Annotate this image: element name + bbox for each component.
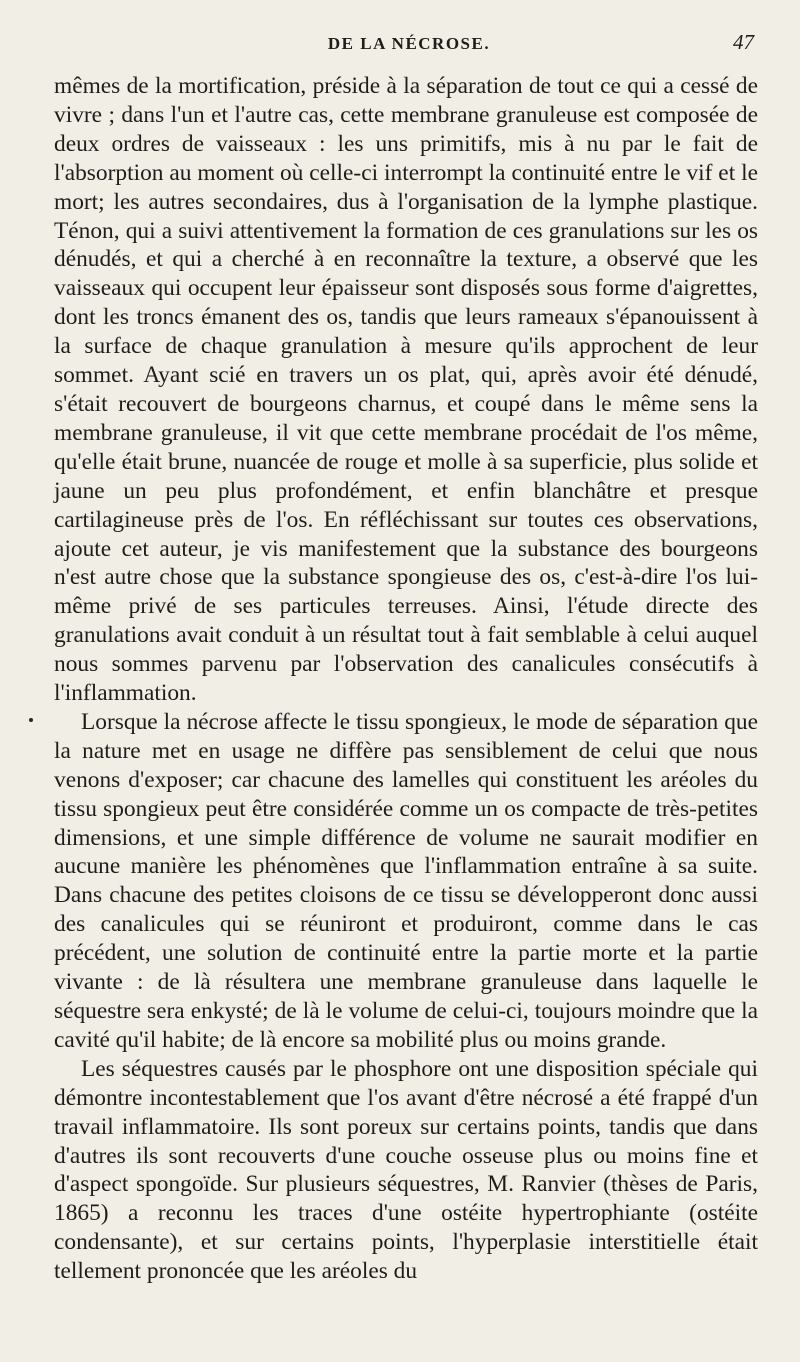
paragraph-continuation: mêmes de la mortification, préside à la séparation de tout ce qui a cessé de vivre ; dans l'un et l'autre cas, cette membrane granuleuse est composée de deux ordres de vaisseaux : les uns primitifs, mis à nu par le fait de l'absorption au moment où celle-ci interrompt la continuité entre le vif et le mort; les autres secondaires, dus à l'organisation de la lymphe plastique. Ténon, qui a suivi attentivement la formation de ces granulations sur les os dénudés, et qui a cherché à en reconnaître la texture, a observé que les vaisseaux qui occupent leur épaisseur sont disposés sous forme d'aigrettes, dont les troncs émanent des os, tandis que leurs rameaux s'épanouissent à la surface de chaque granulation à mesure qu'ils approchent de leur sommet. Ayant scié en travers un os plat, qui, après avoir été dénudé, s'était recouvert de bourgeons charnus, et coupé dans le même sens la membrane granuleuse, il vit que cette membrane procédait de l'os même, qu'elle était brune, nuancée de rouge et molle à sa superficie, plus solide et jaune un peu plus profondément, et enfin blanchâtre et presque cartilagineuse près de l'os. En réfléchissant sur toutes ces observations, ajoute cet auteur, je vis manifestement que la substance des bourgeons n'est autre chose que la substance spongieuse des os, c'est-à-dire l'os lui-même privé de ses particules terreuses. Ainsi, l'étude directe des granulations avait conduit à un résultat tout à fait semblable à celui auquel nous sommes parvenu par l'observation des canalicules consécutifs à l'inflammation.: [54, 73, 758, 707]
running-title: DE LA NÉCROSE.: [327, 34, 491, 53]
paragraph-phosphorus-sequestra: Les séquestres causés par le phosphore ont une disposition spéciale qui démontre incontestablement que l'os avant d'être nécrosé a été frappé d'un travail inflammatoire. Ils sont poreux sur certains points, tandis que dans d'autres ils sont recouverts d'une couche osseuse plus ou moins fine et d'aspect spongoïde. Sur plusieurs séquestres, M. Ranvier (thèses de Paris, 1865) a reconnu les traces d'une ostéite hypertrophiante (ostéite condensante), et sur certains points, l'hyperplasie interstitielle était tellement prononcée que les aréoles du: [54, 1055, 758, 1285]
margin-dot-mark: [29, 718, 33, 722]
page-number: 47: [733, 30, 754, 54]
body-text: [54, 72, 758, 1286]
paragraph-spongy-tissue: Lorsque la nécrose affecte le tissu spongieux, le mode de séparation que la nature met en usage ne diffère pas sensiblement de celui que nous venons d'exposer; car chacune des lamelles qui constituent les aréoles du tissu spongieux peut être considérée comme un os compacte de très-petites dimensions, et une simple différence de volume ne saurait modifier en aucune manière les phénomènes que l'inflammation entraîne à sa suite. Dans chacune des petites cloisons de ce tissu se développeront donc aussi des canalicules qui se réuniront et produiront, comme dans le cas précédent, une solution de continuité entre la partie morte et la partie vivante : de là résultera une membrane granuleuse dans laquelle le séquestre sera enkysté; de là le volume de celui-ci, toujours moindre que la cavité qu'il habite; de là encore sa mobilité plus ou moins grande.: [54, 708, 758, 1053]
page-header: [64, 28, 754, 64]
